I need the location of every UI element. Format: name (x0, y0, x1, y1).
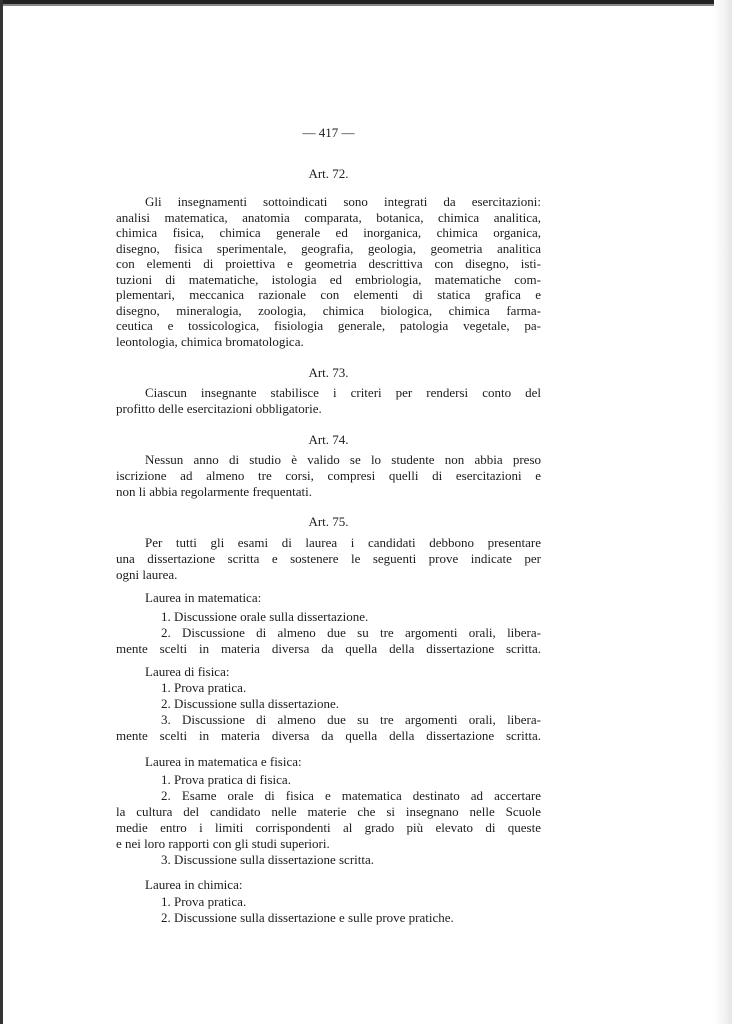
degree-heading: Laurea in matematica e fisica: (145, 754, 302, 769)
text-line: plementari, meccanica razionale con elementi di statica grafica e (116, 287, 541, 302)
list-item: 1. Prova pratica. (161, 680, 247, 695)
text-line: iscrizione ad almeno tre corsi, compresi quelli di esercitazioni e (116, 468, 541, 483)
list-item: 1. Prova pratica. (161, 894, 247, 909)
list-item: 2. Discussione sulla dissertazione. (161, 696, 339, 711)
article-heading: Art. 74. (308, 432, 349, 447)
text-line: mente scelti in materia diversa da quella della dissertazione scritta. (116, 641, 541, 656)
text-line: con elementi di proiettiva e geometria descrittiva con disegno, isti- (116, 256, 541, 271)
text-line: profitto delle esercitazioni obbligatorie. (116, 401, 322, 416)
text-line: Ciascun insegnante stabilisce i criteri per rendersi conto del (145, 385, 541, 400)
text-line: ceutica e tossicologica, fisiologia generale, patologia vegetale, pa- (116, 318, 541, 333)
degree-heading: Laurea in chimica: (145, 877, 243, 892)
text-line: analisi matematica, anatomia comparata, botanica, chimica analitica, (116, 209, 541, 225)
text-line: leontologia, chimica bromatologica. (116, 333, 304, 349)
page-number: — 417 — (302, 125, 355, 140)
text-line: mente scelti in materia diversa da quella della dissertazione scritta. (116, 728, 541, 743)
degree-heading: Laurea di fisica: (145, 664, 230, 679)
list-item: 2. Discussione di almeno due su tre argomenti orali, libera- (161, 625, 541, 640)
text-line: disegno, fisica sperimentale, geografia, geologia, geometria analitica (116, 240, 541, 256)
article-heading: Art. 75. (308, 514, 349, 529)
list-item: 1. Discussione orale sulla dissertazione. (161, 609, 369, 624)
scan-top-shadow (0, 4, 732, 6)
text-line: tuzioni di matematiche, istologia ed embriologia, matematiche com- (116, 271, 541, 287)
text-line: ogni laurea. (116, 567, 178, 582)
list-item: 3. Discussione sulla dissertazione scritta. (161, 852, 375, 867)
list-item: 2. Esame orale di fisica e matematica destinato ad accertare (161, 788, 541, 803)
scan-right-gutter (714, 0, 732, 1024)
text-line: Nessun anno di studio è valido se lo studente non abbia preso (145, 452, 541, 467)
list-item: 1. Prova pratica di fisica. (161, 772, 291, 787)
list-item: 3. Discussione di almeno due su tre argomenti orali, libera- (161, 712, 541, 727)
text-line: una dissertazione scritta e sostenere le seguenti prove indicate per (116, 551, 541, 566)
list-item: 2. Discussione sulla dissertazione e sulle prove pratiche. (161, 910, 454, 925)
text-line: la cultura del candidato nelle materie che si insegnano nelle Scuole (116, 804, 541, 819)
text-line: e nei loro rapporti con gli studi superiori. (116, 836, 330, 851)
text-line: chimica fisica, chimica generale ed inorganica, chimica organica, (116, 225, 541, 240)
text-line: medie entro i limiti corrispondenti al grado più elevato di queste (116, 820, 541, 835)
text-line: Gli insegnamenti sottoindicati sono integrati da esercitazioni: (145, 194, 541, 209)
text-line: Per tutti gli esami di laurea i candidati debbono presentare (145, 535, 541, 550)
article-heading: Art. 73. (308, 365, 349, 380)
article-heading: Art. 72. (308, 166, 349, 181)
scan-left-border (0, 0, 3, 1024)
degree-heading: Laurea in matematica: (145, 590, 262, 605)
text-line: non li abbia regolarmente frequentati. (116, 484, 313, 499)
text-line: disegno, mineralogia, zoologia, chimica biologica, chimica farma- (116, 302, 541, 318)
